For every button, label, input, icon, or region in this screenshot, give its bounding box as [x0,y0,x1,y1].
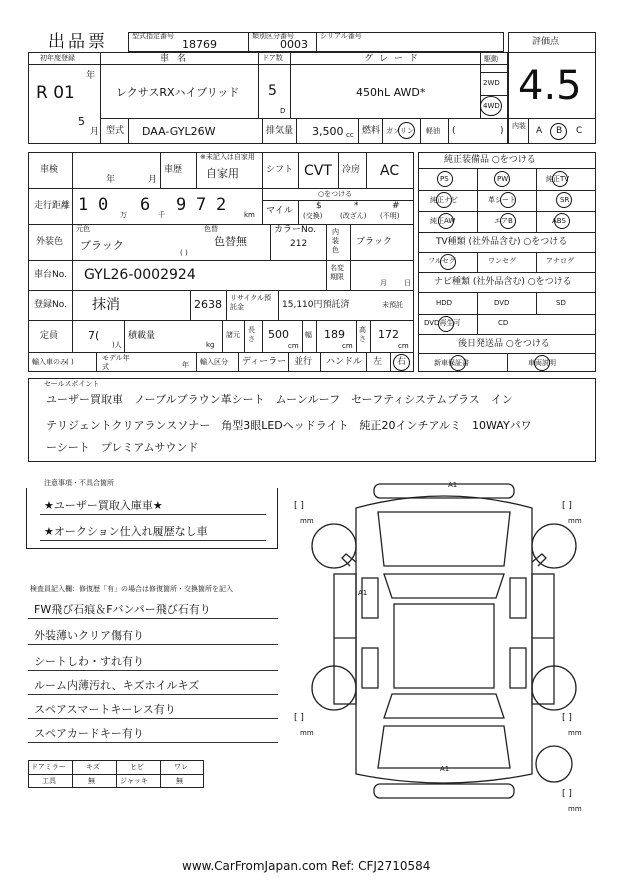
equip-navi-circle-icon [436,192,452,208]
left-front-window [362,578,378,618]
name-value: レクサスRXハイブリッド [116,86,240,99]
mileage-digit-5: 7 [196,195,207,215]
interior-color-label: 内装色 [332,228,339,254]
recycle-value: 15,110円預託済 [282,300,350,310]
later-warranty-circle-icon [450,355,466,371]
load-label: 積載量 [128,331,156,341]
displacement-label: 排気量 [266,126,294,136]
inspector-line-1: FW飛び石痕＆Fバンパー飛び石有り [34,603,211,616]
chassis-value: GYL26-0002924 [84,267,196,283]
navi-dvd-play: DVD再生可 [424,319,461,327]
interior-b-circle-icon [550,123,567,140]
name-change-day: 日 [404,279,411,287]
drive-2wd: 2WD [483,79,500,87]
usage-label: 車歴 [164,165,183,175]
model-label: 型式 [106,126,125,136]
interior-color-value: ブラック [356,237,392,247]
score-label: 評価点 [532,37,560,47]
color-no-value: 212 [290,239,308,249]
tv-fullseg: フルセグ [428,257,456,265]
handle-right: 右 [397,357,407,367]
mileage-digit-3: 6 [140,195,151,215]
interior-b: B [556,126,563,136]
chassis-label: 車台No. [34,270,67,280]
first-reg-label: 初年度登録 [40,54,75,62]
handle-left: 左 [373,357,383,367]
import-cat-label: 輸入区分 [200,358,228,366]
trunk [378,726,510,768]
notes-title: 注意事項・不具合箇所 [44,479,114,487]
right-doors [532,574,554,704]
notes-line-2: ★オークション仕入れ履歴なし車 [44,525,208,538]
wheel-front-left [312,524,356,568]
legend-value-3: ジャッキ [120,777,148,785]
equip-abs-circle-icon [554,213,570,229]
inspection-year: 年 [106,175,116,185]
inspection-label: 車検 [40,165,59,175]
usage-value: 自家用 [206,167,239,180]
year-unit: 年 [86,71,96,81]
car-diagram-svg [286,478,606,808]
unknown-label: (不明) [380,212,400,220]
model-year-label: モデル年式 [102,354,130,371]
displacement-value: 3,500 [312,125,344,138]
mileage-digit-2: 0 [98,195,109,215]
unknown-symbol: # [392,201,400,211]
fuel-gasoline-circle-icon [398,122,415,139]
legend-header-2: キズ [86,763,100,771]
reg-number: 2638 [194,298,222,311]
legend-value-1: 工具 [42,777,56,785]
name-change-month: 月 [380,279,387,287]
hood [378,512,510,566]
tire-unit-fr: mm [568,517,582,525]
reg-value: 抹消 [92,297,120,313]
tire-bracket-fr: [ ] [562,501,572,511]
notes-line-1: ★ユーザー買取入庫車★ [44,499,163,512]
tire-unit-rr: mm [568,729,582,737]
drive-label: 駆動 [484,55,498,63]
equip-leather: 革シート [488,196,516,204]
month-value: 5 [78,115,85,128]
name-label: 車名 [160,54,195,64]
mileage-sen: 千 [158,211,165,219]
navi-title: ナビ種類 (社外品含む) ○をつける [434,277,572,287]
windshield [384,574,504,598]
reg-label: 登録No. [34,300,67,310]
length-label: 長さ [248,326,255,343]
import-label: 輸入車のみ [32,358,67,366]
mileage-digit-6: 2 [216,195,227,215]
inspector-line-2: 外装薄いクリア傷有り [34,629,144,642]
capacity-unit: )人 [112,341,122,349]
category-label: 類別区分番号 [252,32,294,40]
navi-dvd-play-circle-icon [438,316,454,332]
inspector-line-4: ルーム内薄汚れ、キズホイルキズ [34,679,200,692]
ac-value: AC [380,163,400,179]
color-change-label: 色替 [204,225,218,233]
equip-navi: 純正ナビ [430,196,458,204]
capacity-label: 定員 [40,331,59,341]
serial-label: シリアル番号 [320,32,362,40]
altered-label: (改ざん) [340,212,367,220]
inspector-line-6: スペアカードキー有り [34,727,144,740]
navi-cd: CD [498,319,509,327]
equip-sr: SR [560,196,570,204]
doors-value: 5 [268,83,277,99]
equip-pw-circle-icon [494,171,510,187]
usage-note: ※未記入は自家用 [200,153,255,161]
inspector-title: 検査員記入欄：修復歴「有」の場合は修復箇所・交換箇所を記入 [30,585,233,593]
shift-value: CVT [304,163,332,179]
dealer-label: ディーラー [242,357,287,367]
mileage-label: 走行距離 [34,201,71,211]
length-value: 500 [268,328,289,341]
spare-tire [536,746,572,782]
color-label: 外装色 [36,237,64,247]
equip-airbag: エアB [494,217,513,225]
equip-airbag-circle-icon [500,213,516,229]
navi-dvd: DVD [494,299,510,307]
exchange-label: (交換) [303,212,323,220]
left-rear-window [362,648,378,688]
fuel-other-open: ( [452,126,456,136]
mile-label: マイル [266,206,293,216]
equip-pw: PW [497,175,509,183]
score-value: 4.5 [518,63,582,109]
parallel-label: 並行 [294,357,313,367]
navi-sd: SD [556,299,566,307]
mileage-digit-1: 1 [78,195,89,215]
orig-color-value: ブラック [80,239,124,252]
tv-analog: アナログ [546,257,574,265]
diagram-mark-front: A1 [448,481,458,489]
grade-label: グレード [364,54,425,64]
tire-bracket-rr: [ ] [562,713,572,723]
diagram-mark-left: A1 [358,589,368,597]
length-unit: cm [288,342,299,350]
mileage-man: 万 [120,211,127,219]
rear-window [384,694,504,718]
navi-hdd: HDD [436,299,453,307]
later-warranty: 新車保証書 [434,359,469,367]
mileage-unit: km [244,211,255,219]
width-label: 幅 [305,331,312,339]
mark-note: ○をつける [318,190,353,198]
tv-fullseg-circle-icon [440,254,456,270]
sales-line-3: ーシート プレミアムサウンド [46,441,199,454]
height-value: 172 [378,328,399,341]
fuel-diesel: 軽油 [426,127,440,135]
equip-sr-circle-icon [556,192,572,208]
inspector-line-3: シートしわ・すれ有り [34,655,144,668]
recycle-label: リサイクル預託金 [230,294,272,311]
equip-ps-circle-icon [437,171,453,187]
equip-tv: 純正TV [546,175,570,183]
model-year-unit: 年 [182,361,189,369]
width-value: 189 [324,328,345,341]
equip-aw-circle-icon [438,213,454,229]
month-unit: 月 [90,127,100,137]
legend-header-3: ヒビ [130,763,144,771]
tire-unit-spare: mm [568,805,582,813]
height-label: 高さ [359,326,366,343]
import-paren: ( ) [66,358,74,366]
tire-bracket-rl: [ ] [294,713,304,723]
legend-header-1: ドアミラー [31,763,66,771]
height-unit: cm [398,342,409,350]
equip-aw: 純正AW [430,217,456,225]
load-unit: kg [206,341,215,349]
sales-line-1: ユーザー買取車 ノーブルブラウン革シート ムーンルーフ セーフティシステムプラス イン [46,393,513,406]
drive-4wd-circle-icon [480,96,502,116]
wheel-front-right [532,524,576,568]
later-manual: 車両説明 [528,359,556,367]
mileage-digit-4: 9 [176,195,187,215]
ac-label: 冷房 [342,165,361,175]
fuel-other-close: ) [500,126,504,136]
sheet-title: 出品票 [48,32,108,52]
right-front-window [510,578,526,618]
equip-abs: ABS [552,217,566,225]
recycle-unpaid: 未預託 [382,301,403,309]
legend-value-2: 無 [88,777,95,785]
category-value: 0003 [280,38,308,51]
dim-label: 諸元 [226,331,240,339]
later-manual-circle-icon [534,355,550,371]
model-spec-value: 18769 [182,38,217,51]
inspector-line-5: スペアスマートキーレス有り [34,703,176,716]
color-change-value: 色替無 [214,235,247,248]
tire-unit-rl: mm [300,729,314,737]
later-title: 後日発送品 ○をつける [458,339,550,349]
color-no-label: カラーNo. [274,225,316,235]
interior-label: 内装 [512,122,526,130]
legend-value-4: 無 [176,777,183,785]
equip-ps: PS [440,175,449,183]
roof [394,604,494,688]
tv-title: TV種類 (社外品含む) ○をつける [436,237,568,247]
interior-a: A [536,126,543,136]
legend-header-4: ワレ [174,763,188,771]
color-paren: ( ) [180,249,188,257]
altered-symbol: * [354,201,359,211]
drive-4wd: 4WD [483,102,500,110]
doors-suffix: D [280,107,286,115]
right-rear-window [510,648,526,688]
fuel-gasoline: ガソリン [386,127,414,135]
doors-label: ドア数 [262,54,283,62]
diagram-mark-rear: A1 [440,765,450,773]
displacement-unit: cc [346,131,354,139]
model-value: DAA-GYL26W [142,125,216,138]
footer-watermark: www.CarFromJapan.com Ref: CFJ2710584 [182,859,431,873]
capacity-value: 7( [88,329,100,342]
tire-unit-fl: mm [300,517,314,525]
sales-line-2: テリジェントクリアランスソナー 角型3眼LEDヘッドライト 純正20インチアルミ 10WAYパワ [46,419,532,432]
equip-leather-circle-icon [500,192,516,208]
equipment-title: 純正装備品 ○をつける [444,155,536,165]
tire-bracket-fl: [ ] [294,501,304,511]
rear-bumper [374,784,514,798]
tire-bracket-spare: [ ] [562,789,572,799]
shift-label: シフト [266,165,294,175]
inspection-month: 月 [148,175,158,185]
left-doors [334,574,356,704]
width-unit: cm [342,342,353,350]
equip-tv-circle-icon [552,171,568,187]
model-spec-label: 型式指定番号 [132,32,174,40]
orig-color-label: 元色 [76,225,90,233]
handle-label: ハンドル [326,357,363,367]
era-value: R 01 [36,83,75,103]
tv-oneseg: ワンセグ [488,257,516,265]
fuel-label: 燃料 [362,126,381,136]
sales-title: セールスポイント [44,380,100,388]
handle-right-circle-icon [393,354,410,371]
name-change-label: 名変期限 [330,264,344,281]
interior-c: C [576,126,583,136]
grade-value: 450hL AWD* [356,86,426,99]
exchange-symbol: $ [316,201,322,211]
